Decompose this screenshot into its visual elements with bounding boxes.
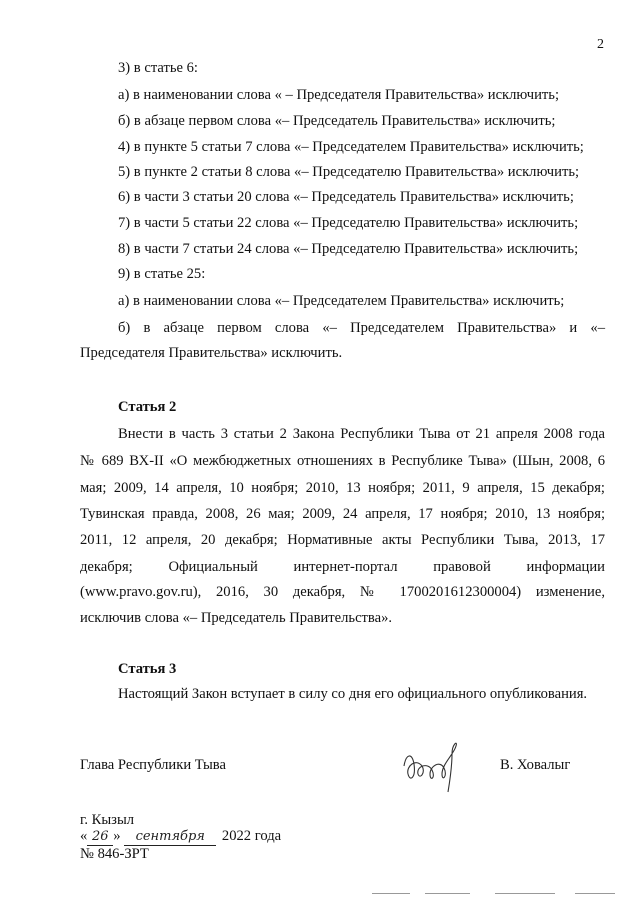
list-item: а) в наименовании слова «– Председателем Правительства» исключить;	[118, 293, 565, 309]
article-3-text: Настоящий Закон вступает в силу со дня его официального опубликования.	[118, 686, 588, 702]
list-item: 4) в пункте 5 статьи 7 слова «– Председателем Правительства» исключить;	[118, 139, 584, 155]
place: г. Кызыл	[80, 812, 135, 828]
list-item: 7) в части 5 статьи 22 слова «– Председателю Правительства» исключить;	[118, 215, 579, 231]
date-open-quote: «	[80, 828, 88, 844]
article-2-line: Внести в часть 3 статьи 2 Закона Республики Тыва от 21 апреля 2008 года	[118, 426, 605, 442]
article-2-line: Тувинская правда, 2008, 26 мая; 2009, 24 апреля, 17 ноября; 2010, 13 ноября;	[80, 506, 605, 522]
signatory-title: Глава Республики Тыва	[80, 757, 226, 773]
date-day: 26	[92, 829, 109, 844]
list-item: 8) в части 7 статьи 24 слова «– Председателю Правительства» исключить;	[118, 241, 579, 257]
article-2-heading: Статья 2	[118, 399, 177, 415]
footer-rule	[575, 893, 615, 894]
article-2-line: исключив слова «– Председатель Правительства».	[80, 610, 393, 626]
list-item: а) в наименовании слова « – Председателя Правительства» исключить;	[118, 87, 560, 103]
list-item: 9) в статье 25:	[118, 266, 206, 282]
list-item: 6) в части 3 статьи 20 слова «– Председатель Правительства» исключить;	[118, 189, 574, 205]
document-number: № 846-ЗРТ	[80, 846, 149, 862]
list-item-line: Председателя Правительства» исключить.	[80, 345, 343, 361]
article-2-line: № 689 ВХ-II «О межбюджетных отношениях в Республике Тыва» (Шын, 2008, 6	[80, 453, 605, 469]
list-item: 5) в пункте 2 статьи 8 слова «– Председателю Правительства» исключить;	[118, 164, 580, 180]
signatory-name: В. Ховалыг	[500, 757, 571, 773]
article-2-line: (www.pravo.gov.ru), 2016, 30 декабря, № 1700201612300004) изменение,	[80, 584, 605, 600]
list-item: 3) в статье 6:	[118, 60, 198, 76]
date-month: сентября	[135, 829, 205, 844]
article-2-line: декабря; Официальный интернет-портал правовой информации	[80, 559, 605, 575]
list-item-line: б) в абзаце первом слова «– Председателем Правительства» и «–	[118, 320, 605, 336]
signing-date	[80, 828, 281, 846]
article-3-heading: Статья 3	[118, 661, 177, 677]
list-item: б) в абзаце первом слова «– Председатель Правительства» исключить;	[118, 113, 556, 129]
page-number: 2	[597, 37, 604, 52]
date-year: 2022 года	[221, 828, 282, 844]
handwritten-signature	[396, 736, 476, 796]
footer-rule	[495, 893, 555, 894]
date-close-quote: »	[113, 828, 121, 844]
footer-rule	[372, 893, 410, 894]
article-2-line: мая; 2009, 14 апреля, 10 ноября; 2010, 13 ноября; 2011, 9 апреля, 15 декабря;	[80, 480, 605, 496]
footer-rule	[425, 893, 470, 894]
article-2-line: 2011, 12 апреля, 20 декабря; Нормативные акты Республики Тыва, 2013, 17	[80, 532, 605, 548]
